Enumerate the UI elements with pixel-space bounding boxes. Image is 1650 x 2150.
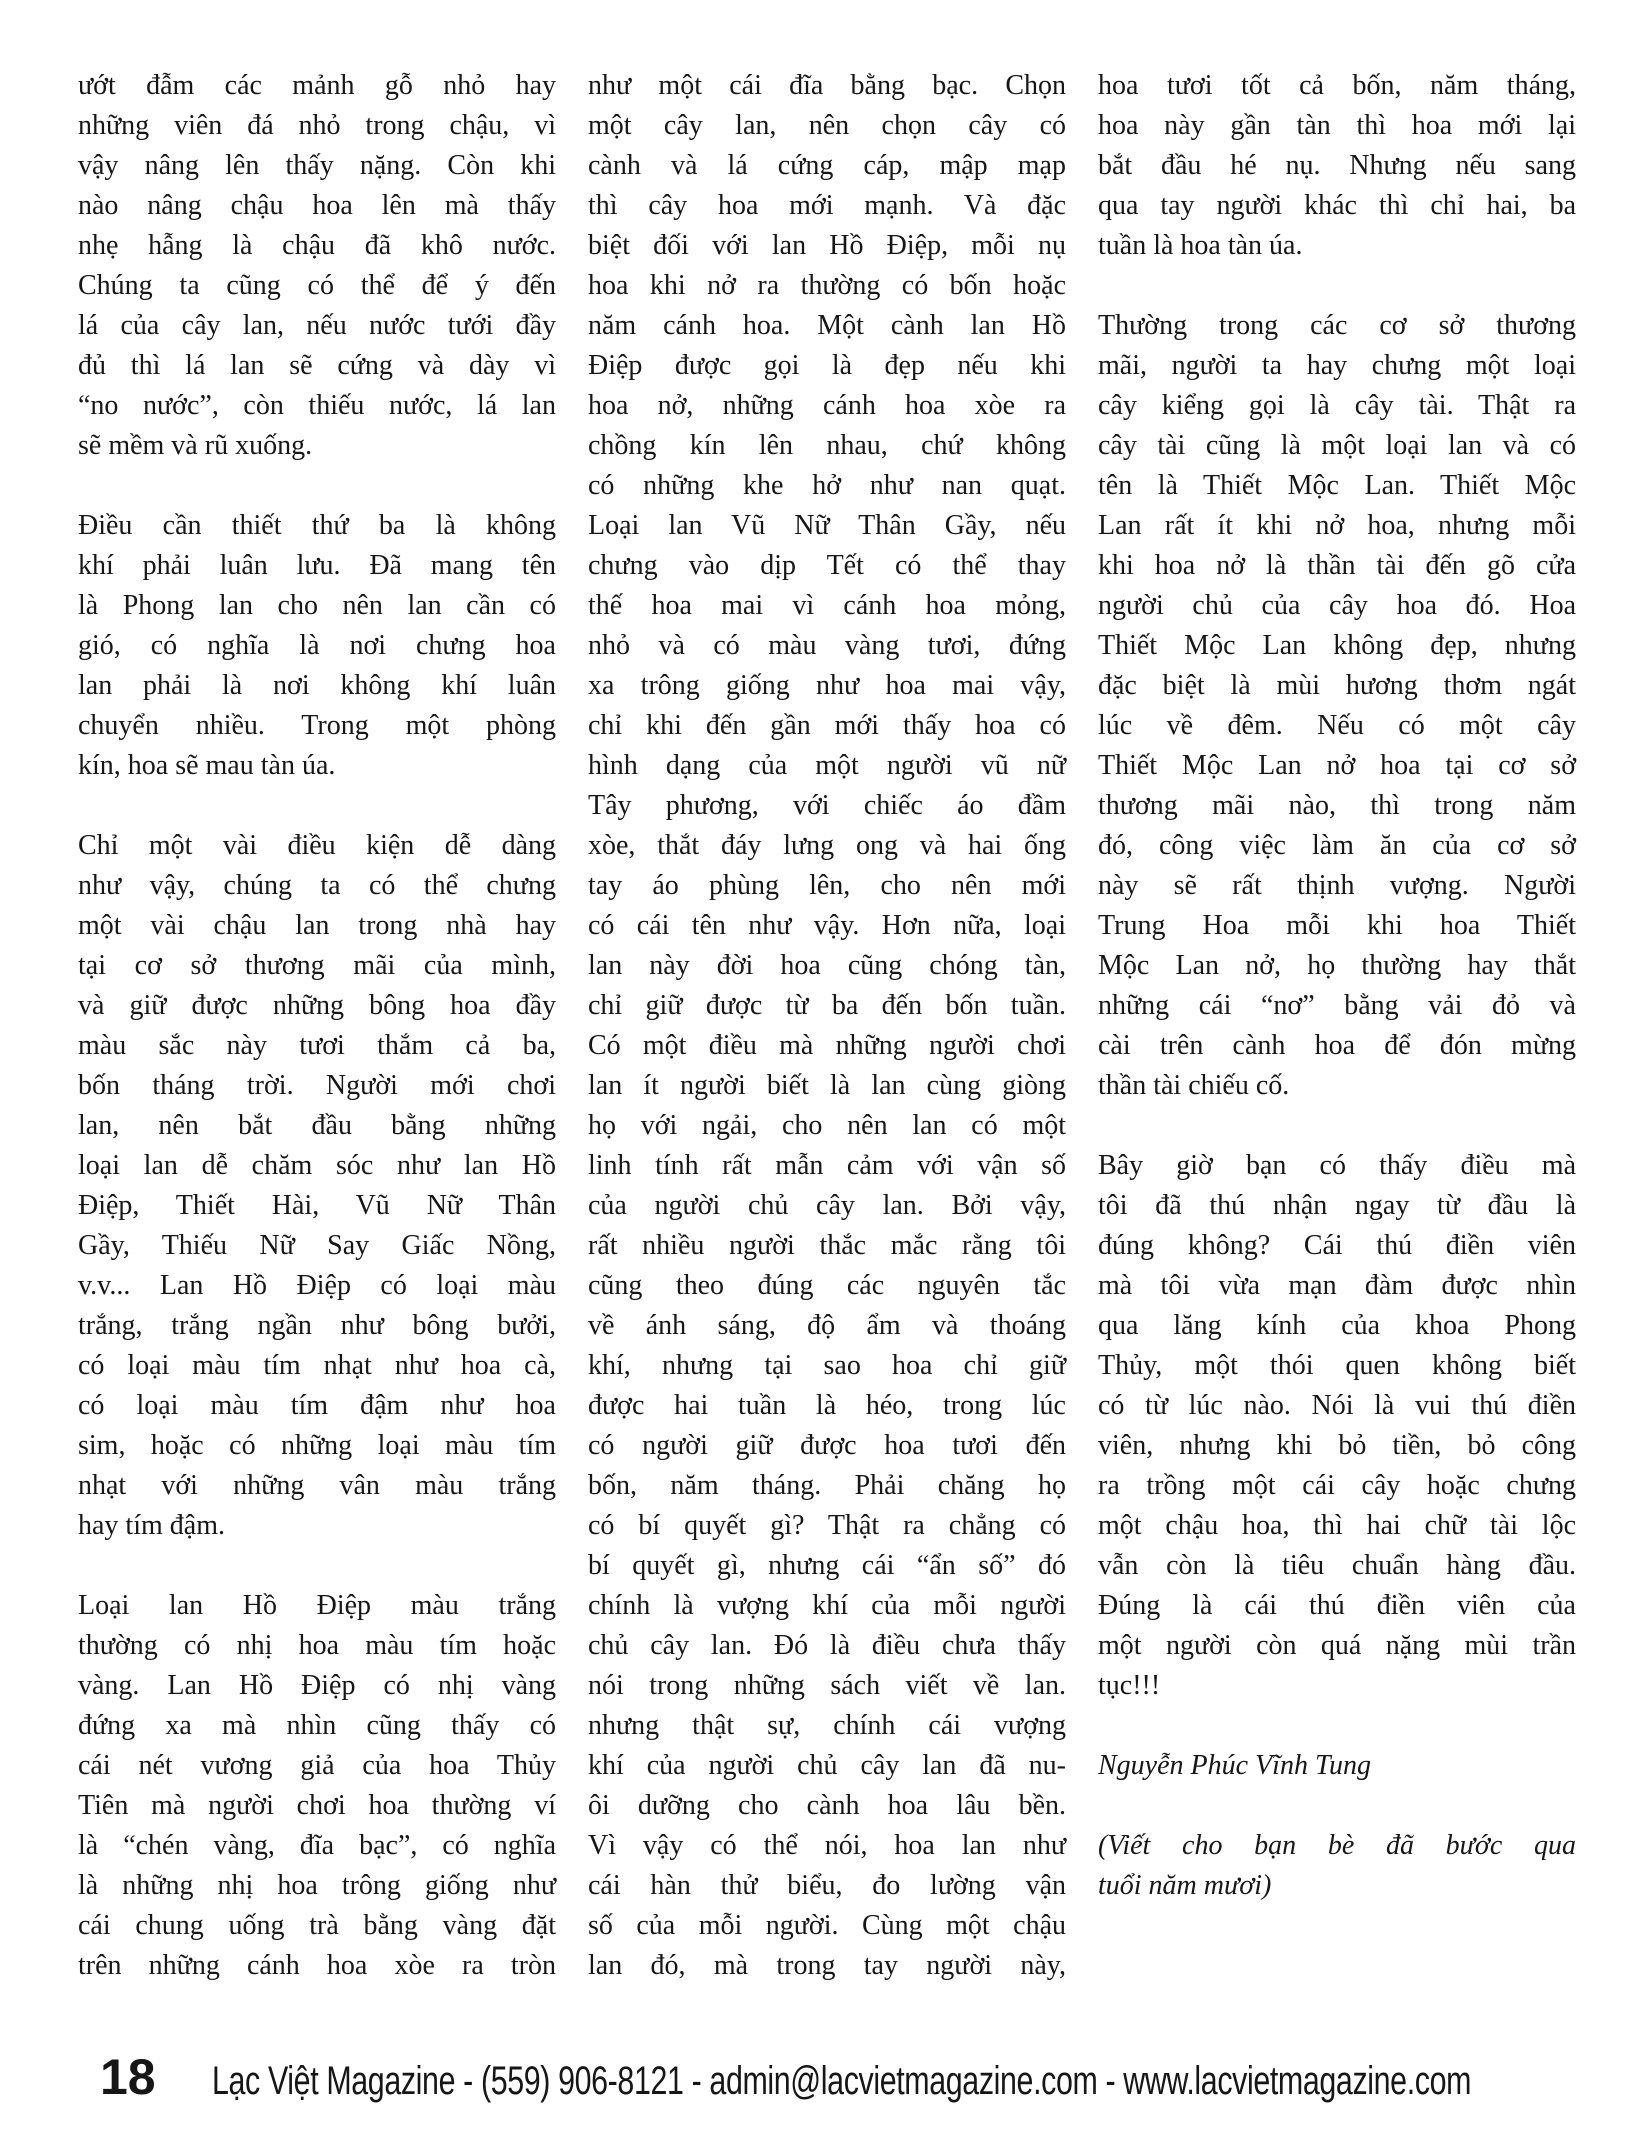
text-line: rất nhiều người thắc mắc rằng tôi [588,1230,1066,1261]
text-line: nhưng thật sự, chính cái vượng [588,1710,1066,1741]
text-line: đứng xa mà nhìn cũng thấy có [78,1710,556,1741]
text-line: cành và lá cứng cáp, mập mạp [588,150,1066,181]
text-line: chồng kín lên nhau, chứ không [588,430,1066,461]
text-line: Thiết Mộc Lan nở hoa tại cơ sở [1098,750,1576,781]
text-line: lan đó, mà trong tay người này, [588,1950,1066,1981]
text-line: như một cái đĩa bằng bạc. Chọn [588,70,1066,101]
text-line: cái nét vương giả của hoa Thủy [78,1750,556,1781]
text-line: mà tôi vừa mạn đàm được nhìn [1098,1270,1576,1301]
text-line: cái hàn thử biểu, đo lường vận [588,1870,1066,1901]
text-line: sẽ mềm và rũ xuống. [78,430,313,461]
text-line: Thủy, một thói quen không biết [1098,1350,1576,1381]
body-paragraph [78,66,556,466]
text-line: là những nhị hoa trông giống như [78,1870,556,1901]
text-line: vậy nâng lên thấy nặng. Còn khi [78,150,556,181]
body-paragraph [588,66,1066,1986]
text-line: lá của cây lan, nếu nước tưới đầy [78,310,556,341]
text-line: nhỏ và có màu vàng tươi, đứng [588,630,1066,661]
text-line: Loại lan Vũ Nữ Thân Gầy, nếu [588,510,1066,541]
text-line: một người còn quá nặng mùi trần [1098,1630,1576,1661]
text-line: khi hoa nở là thần tài đến gõ cửa [1098,550,1576,581]
text-line: hình dạng của một người vũ nữ [588,750,1066,781]
body-paragraph [1098,1146,1576,1706]
text-line: Nguyễn Phúc Vĩnh Tung [1098,1750,1371,1781]
text-line: hay tím đậm. [78,1510,225,1541]
text-line: hoa tươi tốt cả bốn, năm tháng, [1098,70,1576,101]
text-line: khí của người chủ cây lan đã nu- [588,1750,1066,1781]
text-line: bốn tháng trời. Người mới chơi [78,1070,556,1101]
text-line: bí quyết gì, nhưng cái “ẩn số” đó [588,1550,1066,1581]
text-line: có loại màu tím nhạt như hoa cà, [78,1350,556,1381]
text-line: chuyển nhiều. Trong một phòng [78,710,556,741]
text-line: cái chung uống trà bằng vàng đặt [78,1910,556,1941]
text-column-1 [78,66,556,1986]
text-line: những cái “nơ” bằng vải đỏ và [1098,990,1576,1021]
text-line: Đúng là cái thú điền viên của [1098,1590,1576,1621]
text-line: nói trong những sách viết về lan. [588,1670,1066,1701]
text-line: là Phong lan cho nên lan cần có [78,590,556,621]
text-line: chưng vào dịp Tết có thể thay [588,550,1066,581]
text-line: Thiết Mộc Lan không đẹp, nhưng [1098,630,1576,661]
body-paragraph [78,506,556,786]
text-line: Điệp, Thiết Hài, Vũ Nữ Thân [78,1190,556,1221]
text-line: bốn, năm tháng. Phải chăng họ [588,1470,1066,1501]
text-line: viên, nhưng khi bỏ tiền, bỏ công [1098,1430,1576,1461]
text-line: Điệp được gọi là đẹp nếu khi [588,350,1066,381]
signature-paragraph [1098,1826,1576,1906]
text-line: chỉ giữ được từ ba đến bốn tuần. [588,990,1066,1021]
text-line: số của mỗi người. Cùng một chậu [588,1910,1066,1941]
text-line: loại lan dễ chăm sóc như lan Hồ [78,1150,556,1181]
text-line: lan này đời hoa cũng chóng tàn, [588,950,1066,981]
text-line: biệt đối với lan Hồ Điệp, mỗi nụ [588,230,1066,261]
text-line: vẫn còn là tiêu chuẩn hàng đầu. [1098,1550,1576,1581]
text-line: hoa này gần tàn thì hoa mới lại [1098,110,1576,141]
text-line: có từ lúc nào. Nói là vui thú điền [1098,1390,1576,1421]
text-line: khí phải luân lưu. Đã mang tên [78,550,556,581]
body-paragraph [78,1586,556,1986]
text-line: qua tay người khác thì chỉ hai, ba [1098,190,1576,221]
text-line: Chỉ một vài điều kiện dễ dàng [78,830,556,861]
text-line: những viên đá nhỏ trong chậu, vì [78,110,556,141]
text-line: một cây lan, nên chọn cây có [588,110,1066,141]
text-line: Loại lan Hồ Điệp màu trắng [78,1590,556,1621]
text-line: Điều cần thiết thứ ba là không [78,510,556,541]
text-line: Chúng ta cũng có thể để ý đến [78,270,556,301]
text-line: chính là vượng khí của mỗi người [588,1590,1066,1621]
text-line: Vì vậy có thể nói, hoa lan như [588,1830,1066,1861]
text-line: nhẹ hẫng là chậu đã khô nước. [78,230,556,261]
text-line: tay áo phùng lên, cho nên mới [588,870,1066,901]
text-line: sim, hoặc có những loại màu tím [78,1430,556,1461]
text-line: một vài chậu lan trong nhà hay [78,910,556,941]
page-number: 18 [100,2049,156,2105]
text-line: cây kiểng gọi là cây tài. Thật ra [1098,390,1576,421]
text-line: màu sắc này tươi thắm cả ba, [78,1030,556,1061]
text-line: họ với ngải, cho nên lan có một [588,1110,1066,1141]
text-line: đúng không? Cái thú điền viên [1098,1230,1576,1261]
text-line: có bí quyết gì? Thật ra chẳng có [588,1510,1066,1541]
text-line: cài trên cành hoa để đón mừng [1098,1030,1576,1061]
text-line: trắng, trắng ngần như bông bưởi, [78,1310,556,1341]
text-line: đặc biệt là mùi hương thơm ngát [1098,670,1576,701]
text-line: mãi, người ta hay chưng một loại [1098,350,1576,381]
text-line: nào nâng chậu hoa lên mà thấy [78,190,556,221]
text-column-2 [588,66,1066,1986]
text-line: khí, nhưng tại sao hoa chỉ giữ [588,1350,1066,1381]
text-line: hoa nở, những cánh hoa xòe ra [588,390,1066,421]
text-line: và giữ được những bông hoa đầy [78,990,556,1021]
text-line: được hai tuần là héo, trong lúc [588,1390,1066,1421]
text-line: trên những cánh hoa xòe ra tròn [78,1950,556,1981]
text-line: xòe, thắt đáy lưng ong và hai ống [588,830,1066,861]
text-line: cũng theo đúng các nguyên tắc [588,1270,1066,1301]
text-line: này sẽ rất thịnh vượng. Người [1098,870,1576,901]
text-line: Trung Hoa mỗi khi hoa Thiết [1098,910,1576,941]
text-line: chủ cây lan. Đó là điều chưa thấy [588,1630,1066,1661]
text-line: lan phải là nơi không khí luân [78,670,556,701]
text-line: thương mãi nào, thì trong năm [1098,790,1576,821]
text-line: tên là Thiết Mộc Lan. Thiết Mộc [1098,470,1576,501]
text-line: thế hoa mai vì cánh hoa mỏng, [588,590,1066,621]
text-line: tại cơ sở thương mãi của mình, [78,950,556,981]
text-line: tục!!! [1098,1670,1161,1701]
text-line: qua lăng kính của khoa Phong [1098,1310,1576,1341]
text-line: “no nước”, còn thiếu nước, lá lan [78,390,556,421]
text-line: bắt đầu hé nụ. Nhưng nếu sang [1098,150,1576,181]
text-line: lúc về đêm. Nếu có một cây [1098,710,1576,741]
text-line: vàng. Lan Hồ Điệp có nhị vàng [78,1670,556,1701]
text-line: Tây phương, với chiếc áo đầm [588,790,1066,821]
text-line: hoa khi nở ra thường có bốn hoặc [588,270,1066,301]
text-line: lan, nên bắt đầu bằng những [78,1110,556,1141]
text-line: có cái tên như vậy. Hơn nữa, loại [588,910,1066,941]
text-line: một chậu hoa, thì hai chữ tài lộc [1098,1510,1576,1541]
text-line: xa trông giống như hoa mai vậy, [588,670,1066,701]
signature-paragraph [1098,1746,1576,1786]
body-paragraph [1098,306,1576,1106]
text-line: thì cây hoa mới mạnh. Và đặc [588,190,1066,221]
page-footer [100,2048,1650,2106]
text-line: tuổi năm mươi) [1098,1870,1272,1901]
text-line: năm cánh hoa. Một cành lan Hồ [588,310,1066,341]
text-line: Có một điều mà những người chơi [588,1030,1066,1061]
text-line: như vậy, chúng ta có thể chưng [78,870,556,901]
text-line: nhạt với những vân màu trắng [78,1470,556,1501]
text-line: linh tính rất mẫn cảm với vận số [588,1150,1066,1181]
text-line: thần tài chiếu cố. [1098,1070,1290,1101]
text-line: đủ thì lá lan sẽ cứng và dày vì [78,350,556,381]
text-line: chỉ khi đến gần mới thấy hoa có [588,710,1066,741]
text-line: đó, công việc làm ăn của cơ sở [1098,830,1576,861]
text-line: Thường trong các cơ sở thương [1098,310,1576,341]
text-line: (Viết cho bạn bè đã bước qua [1098,1830,1576,1861]
text-line: Gầy, Thiếu Nữ Say Giấc Nồng, [78,1230,556,1261]
text-line: về ánh sáng, độ ẩm và thoáng [588,1310,1066,1341]
text-line: có người giữ được hoa tươi đến [588,1430,1066,1461]
text-line: thường có nhị hoa màu tím hoặc [78,1630,556,1661]
text-line: cây tài cũng là một loại lan và có [1098,430,1576,461]
text-line: có những khe hở như nan quạt. [588,470,1066,501]
text-line: người chủ của cây hoa đó. Hoa [1098,590,1576,621]
text-line: Bây giờ bạn có thấy điều mà [1098,1150,1576,1181]
text-line: lan ít người biết là lan cùng giòng [588,1070,1066,1101]
text-line: tuần là hoa tàn úa. [1098,230,1303,261]
text-line: là “chén vàng, đĩa bạc”, có nghĩa [78,1830,556,1861]
text-line: Mộc Lan nở, họ thường hay thắt [1098,950,1576,981]
footer-contact-line: Lạc Việt Magazine - (559) 906-8121 - admin@lacvietmagazine.com - www.lacvietmagazine.com [211,2059,1471,2103]
text-line: có loại màu tím đậm như hoa [78,1390,556,1421]
body-paragraph [78,826,556,1546]
text-line: của người chủ cây lan. Bởi vậy, [588,1190,1066,1221]
text-line: ôi dưỡng cho cành hoa lâu bền. [588,1790,1066,1821]
text-line: kín, hoa sẽ mau tàn úa. [78,750,336,781]
body-paragraph [1098,66,1576,266]
text-line: tôi đã thú nhận ngay từ đầu là [1098,1190,1576,1221]
text-line: Tiên mà người chơi hoa thường ví [78,1790,556,1821]
text-column-3 [1098,66,1576,1906]
text-line: gió, có nghĩa là nơi chưng hoa [78,630,556,661]
text-line: Lan rất ít khi nở hoa, nhưng mỗi [1098,510,1576,541]
text-line: v.v... Lan Hồ Điệp có loại màu [78,1270,556,1301]
text-line: ra trồng một cái cây hoặc chưng [1098,1470,1576,1501]
text-line: ướt đẫm các mảnh gỗ nhỏ hay [78,70,556,101]
